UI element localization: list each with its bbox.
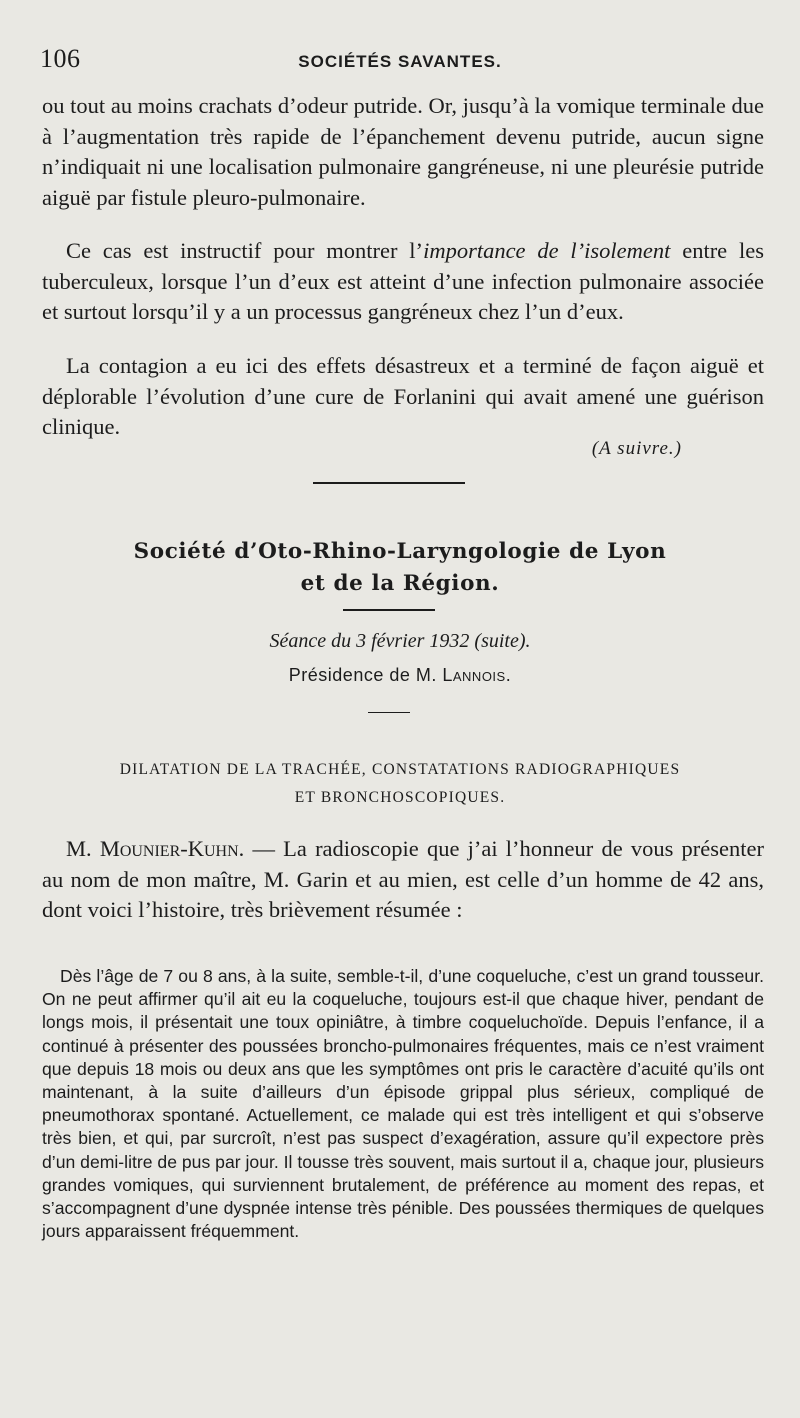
instructive-text-start: Ce cas est instructif pour montrer l’	[66, 238, 424, 263]
society-title-line2: et de la Région.	[300, 571, 500, 596]
intro-paragraph	[42, 834, 764, 926]
case-history	[42, 965, 764, 1243]
article-heading	[40, 756, 760, 812]
session-date: Séance du 3 février 1932 (suite).	[269, 630, 531, 652]
title-underline	[343, 609, 435, 611]
contagion-paragraph	[42, 351, 764, 443]
presidency-prefix: Présidence de M.	[288, 665, 443, 685]
to-be-continued: (A suivre.)	[591, 438, 682, 459]
continued-paragraph-text: ou tout au moins crachats d’odeur putride. Or, jusqu’à la vomique terminale due à l’augmentation très rapide de l’épanchement devenu putride, aucun signe n’indiquait ni une localisation pulmonaire gangréneuse, ni une pleurésie putride aiguë par fistule pleuro-pulmonaire.	[42, 93, 764, 210]
instructive-paragraph-text	[42, 236, 764, 328]
intro-text: . — La radioscopie que j’ai l’honneur de vous présenter au nom de mon maître, M. Garin et au mien, est celle d’un homme de 42 ans, dont voici l’histoire, très brièvement résumée :	[42, 836, 764, 923]
running-title: SOCIÉTÉS SAVANTES.	[298, 52, 502, 71]
continued-paragraph	[42, 91, 764, 213]
society-title-line1: Société d’Oto-Rhino-Laryngologie de Lyon	[133, 539, 667, 564]
running-head	[40, 44, 760, 78]
case-history-text: Dès l’âge de 7 ou 8 ans, à la suite, semble-t-il, d’une coqueluche, c’est un grand tousseur. On ne peut affirmer qu’il ait eu la coqueluche, toujours est-il que chaque hiver, pendant de longs mois, il présentait une toux opiniâtre, à timbre coqueluchoïde. Depuis l’enfance, il a continué à présenter des poussées broncho-pulmonaires fréquentes, mais ce n’est vraiment que depuis 18 mois ou deux ans que les symptômes ont pris le caractère d’acuité qu’ils ont maintenant, à la suite d’ailleurs d’un épisode grippal plus sérieux, compliqué de pneumothorax spontané. Actuellement, ce malade qui est très intelligent et qui s’observe très bien, et qui, par surcroît, n’est pas suspect d’exagération, assure qu’il expectore près d’un demi-litre de pus par jour. Il tousse très souvent, mais surtout il a, chaque jour, plusieurs grandes vomiques, qui surviennent brutalement, de préférence au moment des repas, et s’accompagnent d’une dyspnée intense très pénible. Des poussées thermiques de quelques jours apparaissent fréquemment.	[42, 966, 764, 1242]
contagion-paragraph-text: La contagion a eu ici des effets désastreux et a terminé de façon aiguë et déplorable l’évolution d’une cure de Forlanini qui avait amené une guérison clinique.	[42, 353, 764, 440]
instructive-paragraph	[42, 236, 764, 328]
article-heading-line2: ET BRONCHOSCOPIQUES.	[294, 789, 506, 806]
speaker-name: Mounier-Kuhn	[99, 836, 239, 861]
instructive-text-end: entre les tuberculeux, lorsque l’un d’eux est atteint d’une infection pulmonaire associée et surtout lorsqu’il y a un processus gangréneux chez l’un d’eux.	[42, 238, 764, 325]
intro-paragraph-text	[42, 834, 764, 926]
article-heading-line1: DILATATION DE LA TRACHÉE, CONSTATATIONS RADIOGRAPHIQUES	[119, 761, 681, 778]
isolation-emphasis: importance de l’isolement	[423, 238, 671, 263]
presidency	[40, 665, 760, 686]
speaker-prefix: M.	[66, 836, 100, 861]
president-name: Lannois.	[442, 665, 512, 685]
society-title	[40, 536, 760, 600]
page-number: 106	[40, 44, 81, 73]
short-divider	[368, 712, 410, 713]
section-divider	[313, 482, 465, 484]
